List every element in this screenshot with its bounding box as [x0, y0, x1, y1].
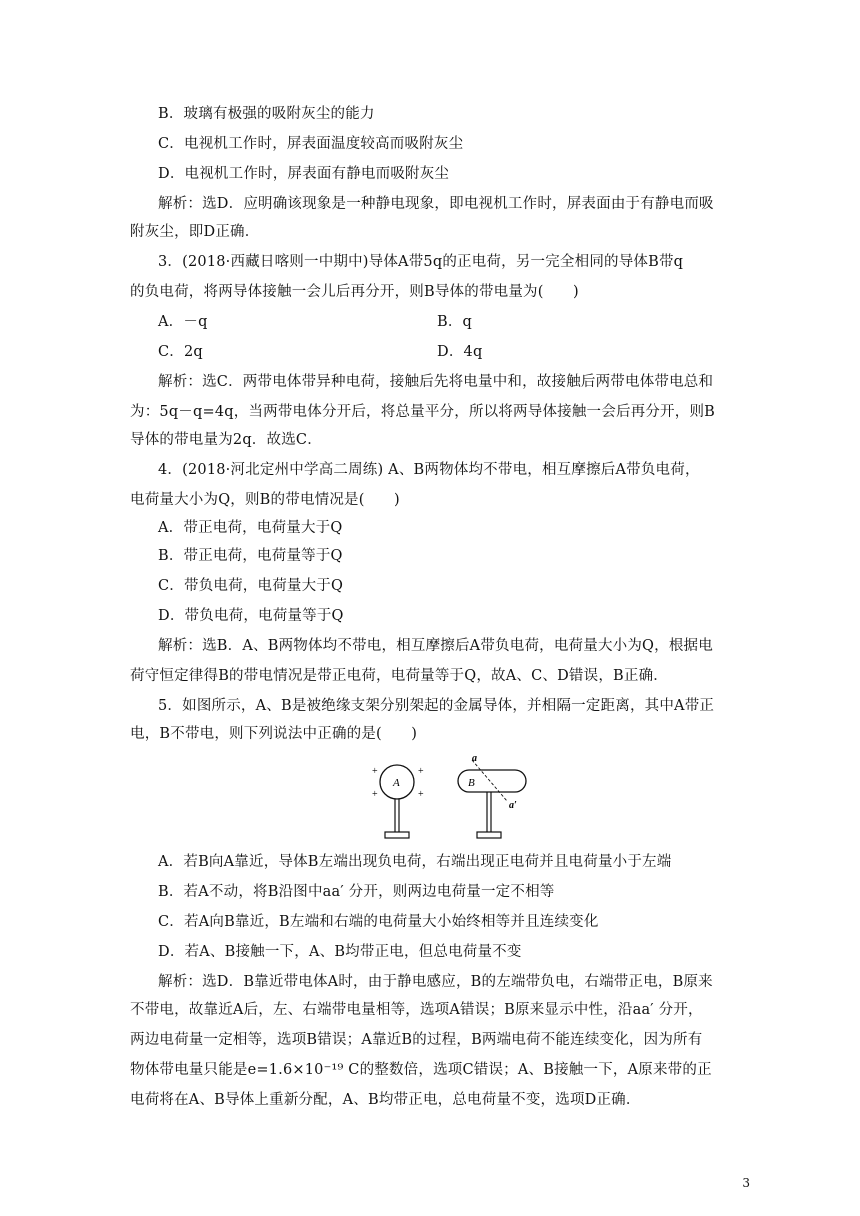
label-b: B [468, 777, 475, 789]
analysis-line: 为：5q－q=4q，当两带电体分开后，将总量平分，所以将两导体接触一会后再分开，则B [130, 404, 715, 420]
analysis-line: 解析：选B．A、B两物体均不带电，相互摩擦后A带负电荷，电荷量大小为Q，根据电 [158, 638, 713, 654]
question-5: 5．如图所示，A、B是被绝缘支架分别架起的金属导体，并相隔一定距离，其中A带正 [158, 698, 715, 714]
option-c: C．带负电荷，电荷量大于Q [158, 578, 344, 594]
option-d: D．电视机工作时，屏表面有静电而吸附灰尘 [158, 166, 450, 182]
option-d: D．4q [437, 344, 483, 360]
label-a: A [393, 777, 400, 789]
option-c: C．若A向B靠近，B左端和右端的电荷量大小始终相等并且连续变化 [158, 914, 599, 930]
option-b: B．带正电荷，电荷量等于Q [158, 548, 343, 564]
option-a: A．若B向A靠近，导体B左端出现负电荷，右端出现正电荷并且电荷量小于左端 [158, 854, 672, 870]
analysis-line: 物体带电量只能是e=1.6×10⁻¹⁹ C的整数倍，选项C错误；A、B接触一下，A原来带的正 [130, 1062, 712, 1078]
analysis-line: 荷守恒定律得B的带电情况是带正电荷，电荷量等于Q，故A、C、D错误，B正确． [130, 668, 668, 684]
question-3: 3．(2018·西藏日喀则一中期中)导体A带5q的正电荷，另一完全相同的导体B带q [158, 254, 684, 270]
label-a-prime: a′ [509, 800, 517, 811]
option-d: D．若A、B接触一下，A、B均带正电，但总电荷量不变 [158, 944, 522, 960]
analysis-line: 导体的带电量为2q．故选C． [130, 432, 322, 448]
option-b: B．q [437, 314, 473, 330]
option-c: C．电视机工作时，屏表面温度较高而吸附灰尘 [158, 136, 464, 152]
cut-line-aa [472, 760, 507, 801]
conductor-figure [360, 752, 540, 844]
analysis-line: 电荷将在A、B导体上重新分配，A、B均带正电，总电荷量不变，选项D正确． [130, 1092, 641, 1108]
option-a: A．带正电荷，电荷量大于Q [158, 520, 343, 536]
label-a-top: a [472, 753, 477, 764]
analysis-line: 不带电，故靠近A后，左、右端带电量相等，选项A错误；B原来显示中性，沿aa′ 分开， [130, 1002, 703, 1018]
analysis-line: 解析：选D．B靠近带电体A时，由于静电感应，B的左端带负电，右端带正电，B原来 [158, 974, 713, 990]
question-4: 4．(2018·河北定州中学高二周练) A、B两物体均不带电，相互摩擦后A带负电荷， [158, 462, 700, 478]
option-c: C．2q [158, 344, 203, 360]
analysis-line: 解析：选C．两带电体带异种电荷，接触后先将电量中和，故接触后两带电体带电总和 [158, 374, 714, 390]
question-4-cont: 电荷量大小为Q，则B的带电情况是( ) [130, 492, 400, 508]
analysis-line: 两边电荷量一定相等，选项B错误；A靠近B的过程，B两端电荷不能连续变化，因为所有 [130, 1032, 703, 1048]
stand-a-base [385, 832, 409, 838]
option-d: D．带负电荷，电荷量等于Q [158, 608, 344, 624]
stand-b-base [477, 832, 501, 838]
analysis-line: 附灰尘，即D正确． [130, 224, 260, 240]
plus-sign: + [418, 789, 424, 800]
page-number: 3 [742, 1176, 750, 1190]
plus-sign: + [418, 766, 424, 777]
analysis-line: 解析：选D．应明确该现象是一种静电现象，即电视机工作时，屏表面由于有静电而吸 [158, 196, 714, 212]
question-3-cont: 的负电荷，将两导体接触一会儿后再分开，则B导体的带电量为( ) [130, 284, 579, 300]
option-b: B．若A不动，将B沿图中aa′ 分开，则两边电荷量一定不相等 [158, 884, 555, 900]
plus-sign: + [372, 789, 378, 800]
option-b: B．玻璃有极强的吸附灰尘的能力 [158, 106, 375, 122]
question-5-cont: 电，B不带电，则下列说法中正确的是( ) [130, 726, 418, 742]
option-a: A．－q [158, 314, 208, 330]
plus-sign: + [372, 766, 378, 777]
